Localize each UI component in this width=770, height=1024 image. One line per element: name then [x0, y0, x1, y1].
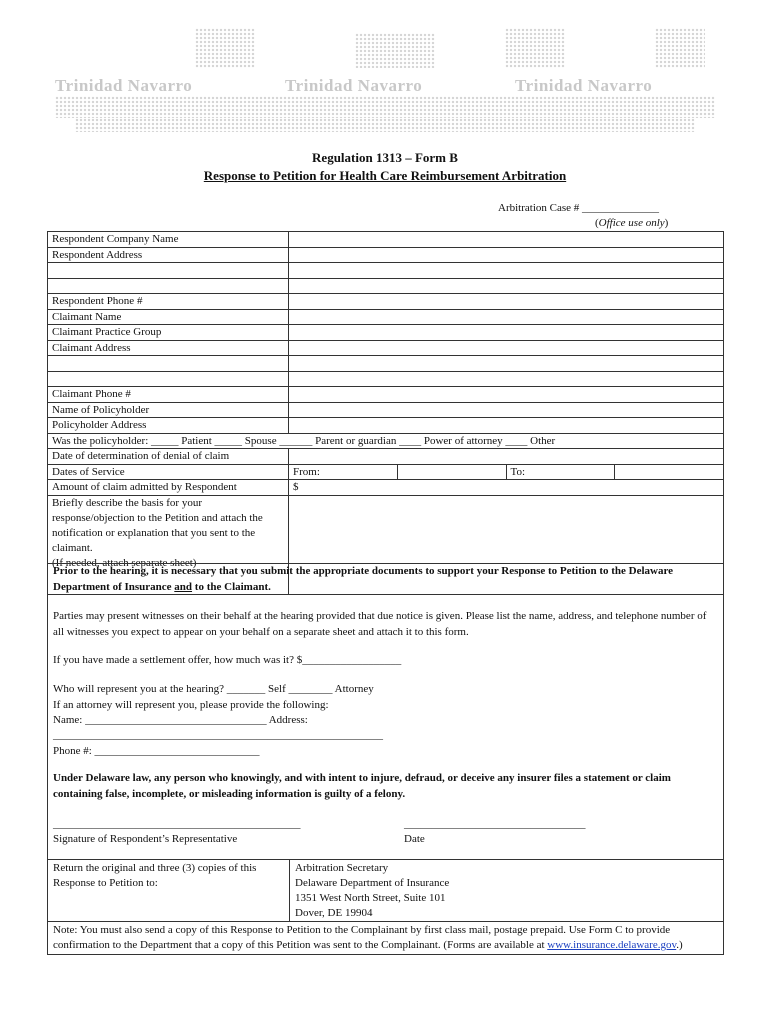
office-use-note: (Office use only): [595, 217, 669, 229]
from-date-input[interactable]: [397, 464, 506, 480]
claimant-address-input-2[interactable]: [289, 356, 724, 372]
respondent-phone-input[interactable]: [289, 294, 724, 310]
attorney-name-field[interactable]: Name: _________________________________ Address:: [53, 714, 308, 726]
claimant-phone-input[interactable]: [289, 387, 724, 403]
claimant-address-label: Claimant Address: [48, 340, 289, 356]
prior-hearing-notice: Prior to the hearing, it is necessary that you submit the appropriate documents to support your Response to Petition to the Delaware Department of Insurance and to the Claimant.: [53, 565, 674, 593]
return-info-table: [47, 859, 724, 955]
amount-admitted-label: Amount of claim admitted by Respondent: [48, 480, 289, 496]
claimant-group-input[interactable]: [289, 325, 724, 341]
policyholder-name-label: Name of Policyholder: [48, 402, 289, 418]
banner-text-3: Trinidad Navarro: [515, 76, 653, 95]
date-line[interactable]: _________________________________: [404, 818, 586, 830]
form-title: Regulation 1313 – Form B: [312, 150, 458, 165]
banner-text-1: Trinidad Navarro: [55, 76, 193, 95]
date-label: Date: [404, 833, 425, 845]
fraud-warning: Under Delaware law, any person who knowingly, and with intent to injure, defraud, or deceive any insurer files a statement or claim containing false, incomplete, or misleading information is guilty of a felony.: [53, 772, 671, 800]
insurance-website-link[interactable]: www.insurance.delaware.gov: [547, 939, 677, 951]
arbitration-case-field[interactable]: Arbitration Case # ______________: [498, 202, 660, 214]
respondent-address-input-3[interactable]: [289, 278, 724, 294]
signature-label: Signature of Respondent’s Representative: [53, 833, 238, 845]
to-date-input[interactable]: [615, 464, 724, 480]
claimant-phone-label: Claimant Phone #: [48, 387, 289, 403]
describe-basis-label: Briefly describe the basis for your response/objection to the Petition and attach the notification or explanation that you sent to the claimant. (If needed, attach separate sheet): [48, 495, 289, 594]
denial-date-input[interactable]: [289, 449, 724, 465]
representation-field[interactable]: Who will represent you at the hearing? _______ Self ________ Attorney: [53, 683, 374, 695]
policyholder-address-label: Policyholder Address: [48, 418, 289, 434]
respondent-company-label: Respondent Company Name: [48, 232, 289, 248]
respondent-claimant-table: [47, 231, 724, 595]
policyholder-relationship[interactable]: Was the policyholder: _____ Patient _____ Spouse ______ Parent or guardian ____ Power of attorney ____ Other: [48, 433, 724, 449]
witnesses-text: Parties may present witnesses on their behalf at the hearing provided that due notice is given. Please list the name, address, and telephone number of all witnesses you expect to appear on your behalf on a separate sheet and attach it to this form.: [53, 610, 707, 638]
mailing-note: Note: You must also send a copy of this Response to Petition to the Complainant by first class mail, postage prepaid. Use Form C to provide confirmation to the Department that a copy of this Petition was sent to the Complainant. (Forms are available at www.insurance.delaware.gov.): [48, 922, 724, 955]
attorney-instructions: If an attorney will represent you, please provide the following:: [53, 699, 329, 711]
claimant-group-label: Claimant Practice Group: [48, 325, 289, 341]
signature-line[interactable]: _____________________________________________: [53, 818, 301, 830]
respondent-company-input[interactable]: [289, 232, 724, 248]
claimant-name-label: Claimant Name: [48, 309, 289, 325]
respondent-phone-label: Respondent Phone #: [48, 294, 289, 310]
from-label: From:: [289, 464, 398, 480]
respondent-address-input[interactable]: [289, 247, 724, 263]
claimant-name-input[interactable]: [289, 309, 724, 325]
respondent-address-label: Respondent Address: [48, 247, 289, 263]
return-address: Arbitration Secretary Delaware Department of Insurance 1351 West North Street, Suite 101 Dover, DE 19904: [290, 860, 724, 922]
to-label: To:: [506, 464, 615, 480]
dates-of-service-label: Dates of Service: [48, 464, 289, 480]
notice-box: [47, 563, 724, 860]
settlement-offer-field[interactable]: If you have made a settlement offer, how much was it? $__________________: [53, 654, 402, 666]
header-banner-watermark: [55, 28, 715, 138]
policyholder-name-input[interactable]: [289, 402, 724, 418]
respondent-address-input-2[interactable]: [289, 263, 724, 279]
claimant-address-input-3[interactable]: [289, 371, 724, 387]
amount-admitted-input[interactable]: $: [289, 480, 724, 496]
claimant-address-input[interactable]: [289, 340, 724, 356]
denial-date-label: Date of determination of denial of claim: [48, 449, 289, 465]
policyholder-address-input[interactable]: [289, 418, 724, 434]
banner-text-2: Trinidad Navarro: [285, 76, 423, 95]
form-subtitle: Response to Petition for Health Care Reimbursement Arbitration: [203, 168, 567, 183]
attorney-phone-field[interactable]: Phone #: ______________________________: [53, 745, 260, 757]
return-instructions: Return the original and three (3) copies of this Response to Petition to:: [48, 860, 290, 922]
attorney-address-field[interactable]: ____________________________________________________________: [53, 729, 383, 741]
